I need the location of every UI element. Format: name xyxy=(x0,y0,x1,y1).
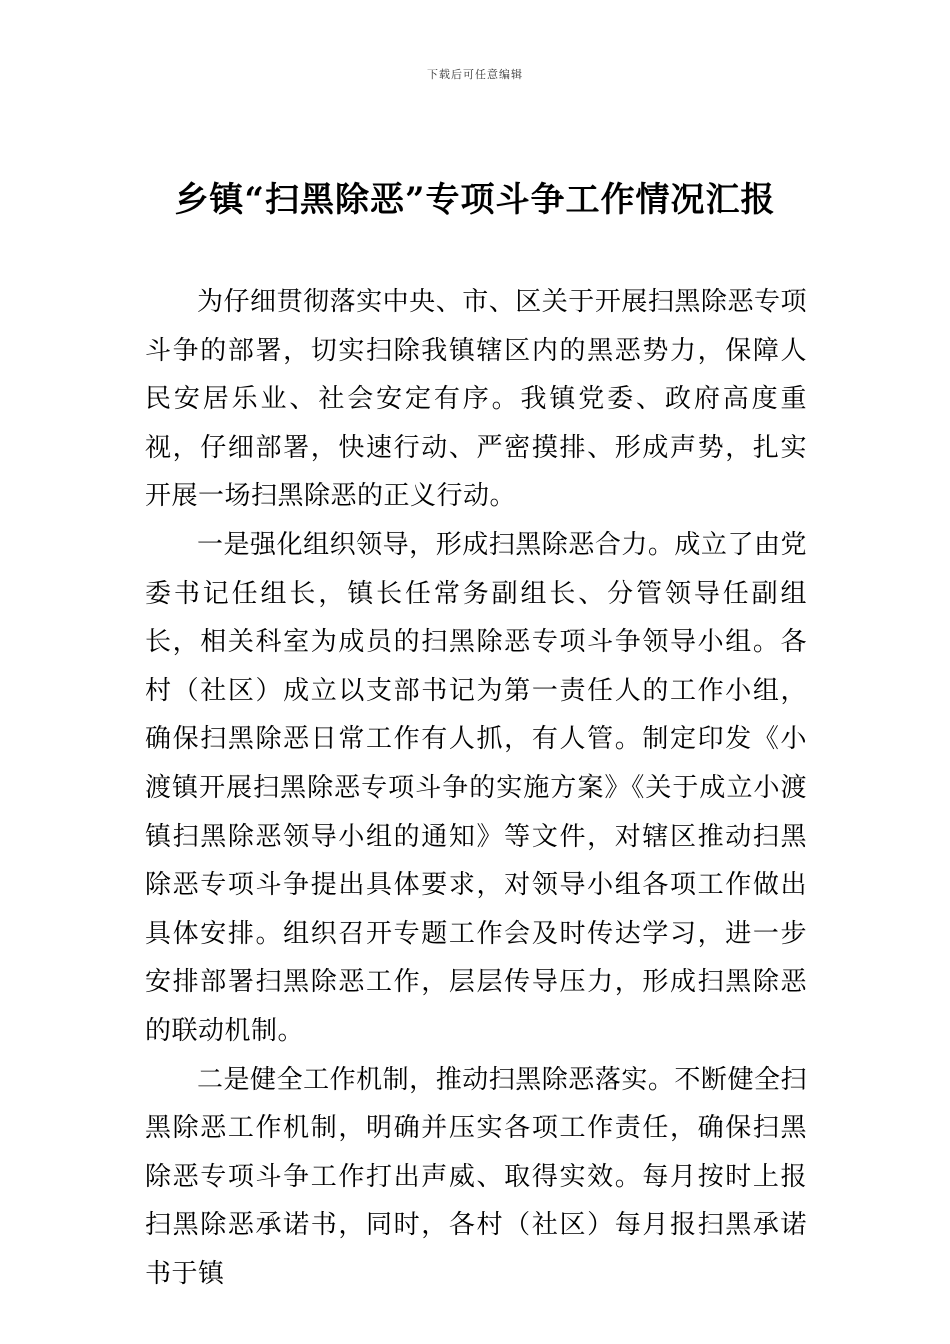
document-body xyxy=(145,278,807,1298)
paragraph-intro: 为仔细贯彻落实中央、市、区关于开展扫黑除恶专项斗争的部署，切实扫除我镇辖区内的黑恶势力，保障人民安居乐业、社会安定有序。我镇党委、政府高度重视，仔细部署，快速行动、严密摸排、形成声势，扎实开展一场扫黑除恶的正义行动。 xyxy=(145,287,807,512)
paragraph-section-one: 一是强化组织领导，形成扫黑除恶合力。成立了由党委书记任组长，镇长任常务副组长、分管领导任副组长，相关科室为成员的扫黑除恶专项斗争领导小组。各村（社区）成立以支部书记为第一责任人的工作小组，确保扫黑除恶日常工作有人抓，有人管。制定印发《小渡镇开展扫黑除恶专项斗争的实施方案》《关于成立小渡镇扫黑除恶领导小组的通知》等文件，对辖区推动扫黑除恶专项斗争提出具体要求，对领导小组各项工作做出具体安排。组织召开专题工作会及时传达学习，进一步安排部署扫黑除恶工作，层层传导压力，形成扫黑除恶的联动机制。 xyxy=(145,529,807,1046)
paragraph-section-two: 二是健全工作机制，推动扫黑除恶落实。不断健全扫黑除恶工作机制，明确并压实各项工作责任，确保扫黑除恶专项斗争工作打出声威、取得实效。每月按时上报扫黑除恶承诺书，同时，各村（社区）每月报扫黑承诺书于镇 xyxy=(145,1064,807,1289)
header-note: 下载后可任意编辑 xyxy=(427,68,523,81)
document-title: 乡镇“扫黑除恶”专项斗争工作情况汇报 xyxy=(174,180,776,220)
